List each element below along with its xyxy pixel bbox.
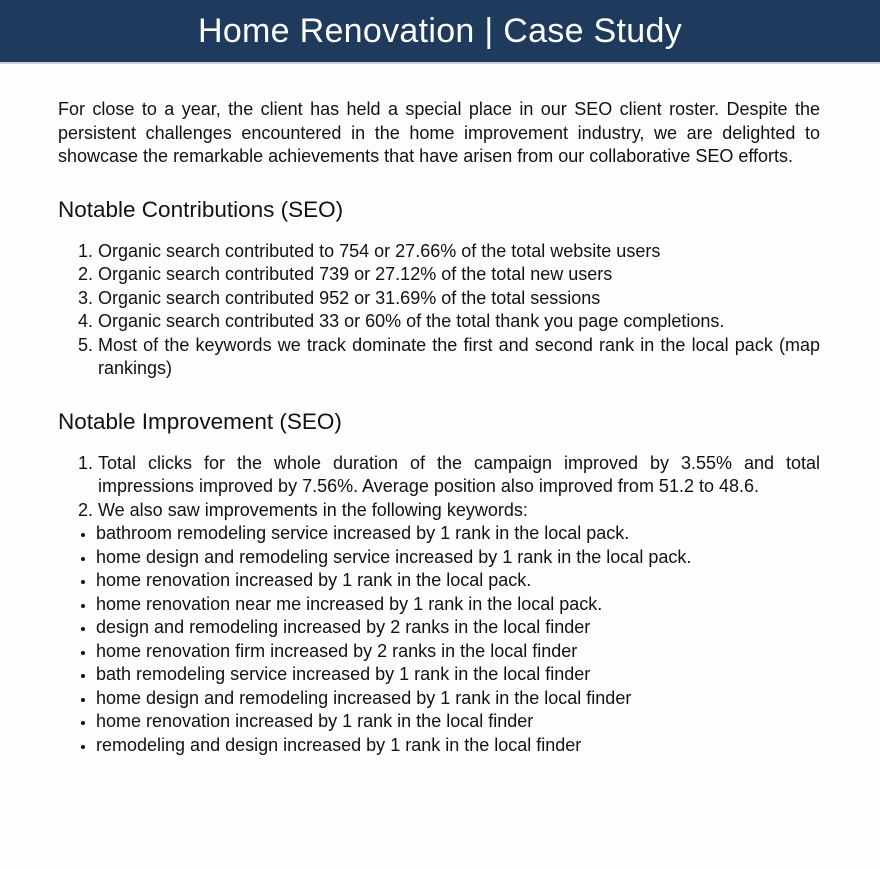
- list-item: 2. Organic search contributed 739 or 27.12% of the total new users: [98, 263, 820, 287]
- content: [0, 98, 880, 781]
- section-heading-contributions: Notable Contributions (SEO): [58, 196, 344, 222]
- list-item: 1. Organic search contributed to 754 or 27.66% of the total website users: [98, 240, 820, 264]
- list-item: • home renovation increased by 1 rank in the local pack.: [96, 569, 820, 593]
- list-item: • home renovation increased by 1 rank in the local finder: [96, 710, 820, 734]
- section-heading-improvement: Notable Improvement (SEO): [58, 408, 342, 434]
- list-item: • bath remodeling service increased by 1 rank in the local finder: [96, 663, 820, 687]
- list-item: • home design and remodeling increased by 1 rank in the local finder: [96, 687, 820, 711]
- list-item: • design and remodeling increased by 2 ranks in the local finder: [96, 616, 820, 640]
- list-item: 1. Total clicks for the whole duration of the campaign improved by 3.55% and total impressions improved by 7.56%. Average position also improved from 51.2 to 48.6.: [98, 452, 820, 499]
- contributions-list: [58, 240, 820, 381]
- list-item: • home design and remodeling service increased by 1 rank in the local pack.: [96, 546, 820, 570]
- list-item: 3. Organic search contributed 952 or 31.69% of the total sessions: [98, 287, 820, 311]
- list-item: 4. Organic search contributed 33 or 60% of the total thank you page completions.: [98, 310, 820, 334]
- keyword-bullet-list: [58, 522, 820, 757]
- header: [0, 0, 880, 64]
- list-item: 2. We also saw improvements in the following keywords:: [98, 499, 820, 523]
- list-item: • remodeling and design increased by 1 rank in the local finder: [96, 734, 820, 758]
- list-item: • home renovation firm increased by 2 ranks in the local finder: [96, 640, 820, 664]
- page-title: Home Renovation | Case Study: [197, 11, 683, 50]
- improvement-list: [58, 452, 820, 523]
- list-item: • home renovation near me increased by 1 rank in the local pack.: [96, 593, 820, 617]
- intro-paragraph: For close to a year, the client has held a special place in our SEO client roster. Despite the persistent challenges encountered in the home improvement industry, we are delighted to showcase the remarkable achievements that have arisen from our collaborative SEO efforts.: [58, 99, 820, 166]
- list-item: 5. Most of the keywords we track dominate the first and second rank in the local pack (map rankings): [98, 334, 820, 381]
- list-item: • bathroom remodeling service increased by 1 rank in the local pack.: [96, 522, 820, 546]
